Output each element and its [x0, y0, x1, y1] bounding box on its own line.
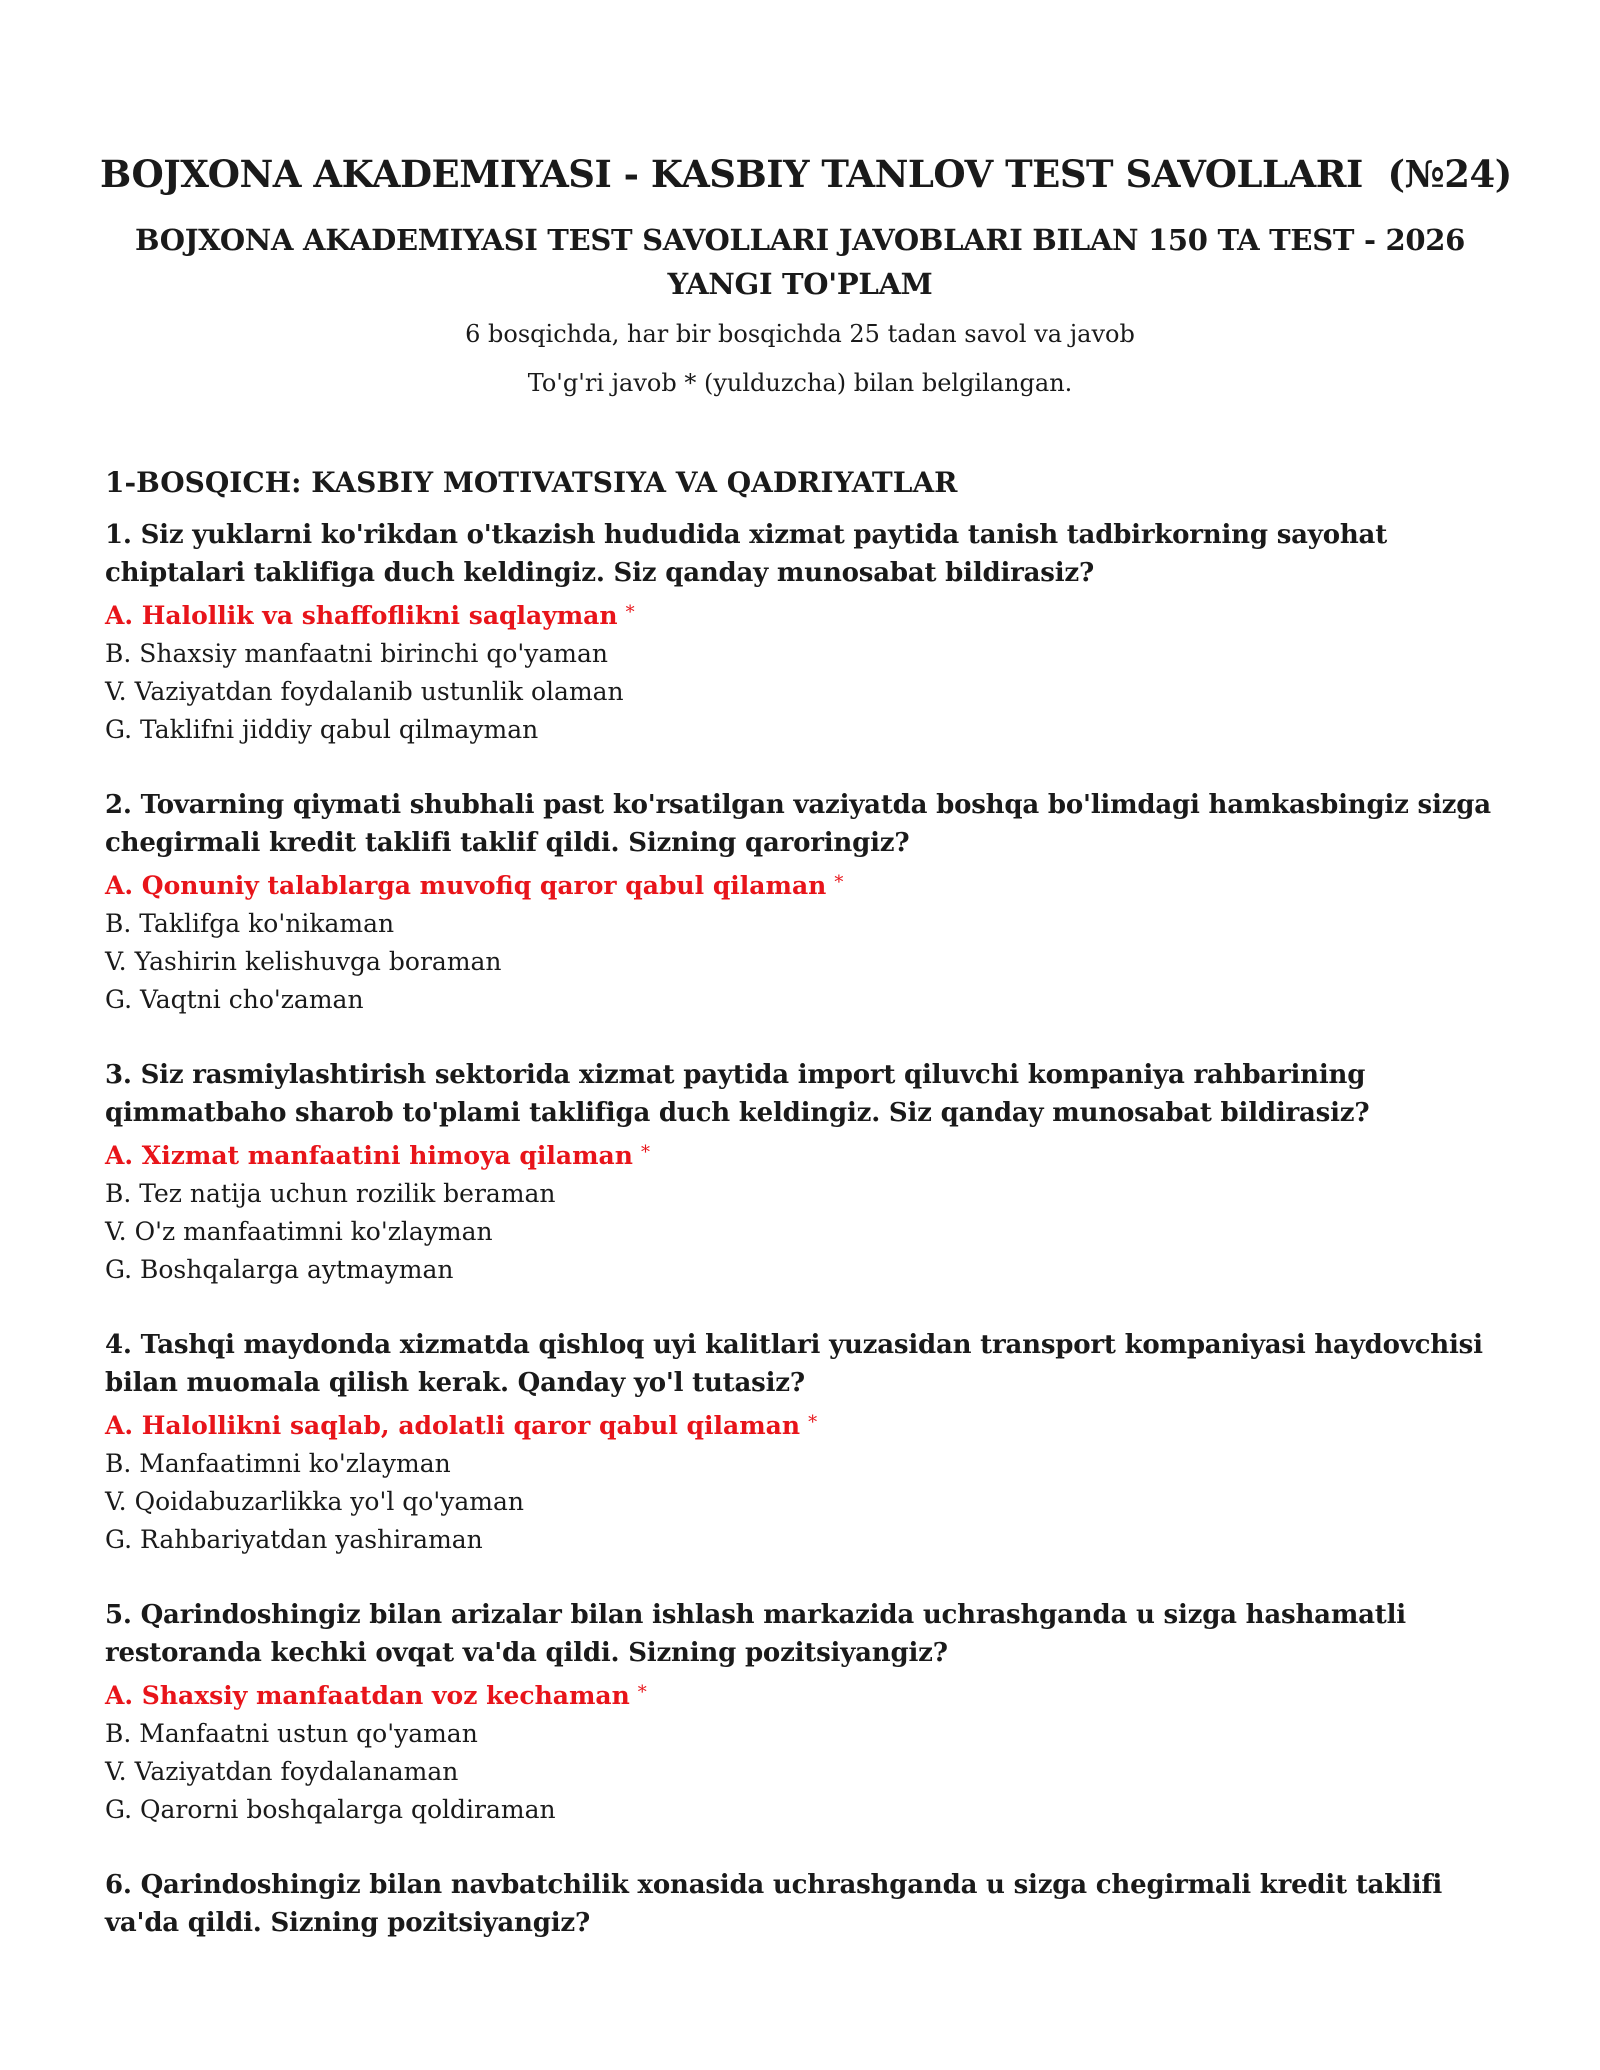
section-heading: 1-BOSQICH: KASBIY MOTIVATSIYA VA QADRIYATLAR — [105, 466, 958, 499]
question-text: 2. Tovarning qiymati shubhali past ko'rsatilgan vaziyatda boshqa bo'limdagi hamkasbingiz sizga chegirmali kredit taklifi taklif qildi. Sizning qaroringiz? — [105, 790, 1491, 858]
answer-option: V. O'z manfaatimni ko'zlayman — [105, 1217, 493, 1246]
answer-option: B. Taklifga ko'nikaman — [105, 909, 395, 938]
correct-star-icon: * — [640, 1142, 650, 1163]
document-subtitle: BOJXONA AKADEMIYASI TEST SAVOLLARI JAVOBLARI BILAN 150 TA TEST - 2026 YANGI TO'PLAM — [135, 223, 1465, 301]
answer-option-correct — [105, 1404, 1505, 1445]
question-block — [105, 1326, 1505, 1559]
answer-option-correct — [105, 1134, 1505, 1175]
question-text: 5. Qarindoshingiz bilan arizalar bilan ishlash markazida uchrashganda u sizga hashamatli restoranda kechki ovqat va'da qildi. Sizning pozitsiyangiz? — [105, 1600, 1406, 1668]
answer-option: B. Tez natija uchun rozilik beraman — [105, 1179, 556, 1208]
answer-option-correct — [105, 864, 1505, 905]
question-text: 6. Qarindoshingiz bilan navbatchilik xonasida uchrashganda u sizga chegirmali kredit taklifi va'da qildi. Sizning pozitsiyangiz? — [105, 1870, 1443, 1938]
correct-star-icon: * — [625, 602, 635, 623]
intro-line-marker-note: To'g'ri javob * (yulduzcha) bilan belgilangan. — [527, 369, 1073, 397]
question-block — [105, 786, 1505, 1019]
option-label: A. Halollikni saqlab, adolatli qaror qabul qilaman — [105, 1411, 801, 1440]
question-block — [105, 1596, 1505, 1829]
answer-option: B. Manfaatimni ko'zlayman — [105, 1449, 451, 1478]
correct-star-icon: * — [834, 872, 844, 893]
intro-line-stages: 6 bosqichda, har bir bosqichda 25 tadan savol va javob — [465, 320, 1135, 348]
answer-option: G. Vaqtni cho'zaman — [105, 985, 364, 1014]
question-block — [105, 516, 1505, 749]
question-block — [105, 1056, 1505, 1289]
answer-option: G. Qarorni boshqalarga qoldiraman — [105, 1795, 556, 1824]
question-block — [105, 1866, 1505, 1944]
correct-star-icon: * — [637, 1682, 647, 1703]
answer-option: V. Yashirin kelishuvga boraman — [105, 947, 502, 976]
answer-option: V. Vaziyatdan foydalanaman — [105, 1757, 459, 1786]
answer-option: G. Boshqalarga aytmayman — [105, 1255, 454, 1284]
question-text: 3. Siz rasmiylashtirish sektorida xizmat paytida import qiluvchi kompaniya rahbarining qimmatbaho sharob to'plami taklifiga duch keldingiz. Siz qanday munosabat bildirasiz? — [105, 1060, 1370, 1128]
answer-option: V. Vaziyatdan foydalanib ustunlik olaman — [105, 677, 624, 706]
answer-option: V. Qoidabuzarlikka yo'l qo'yaman — [105, 1487, 524, 1516]
option-label: A. Xizmat manfaatini himoya qilaman — [105, 1141, 633, 1170]
answer-option: G. Rahbariyatdan yashiraman — [105, 1525, 483, 1554]
correct-star-icon: * — [808, 1412, 818, 1433]
option-label: A. Qonuniy talablarga muvofiq qaror qabul qilaman — [105, 871, 827, 900]
option-label: A. Shaxsiy manfaatdan voz kechaman — [105, 1681, 630, 1710]
answer-option: G. Taklifni jiddiy qabul qilmayman — [105, 715, 539, 744]
option-label: A. Halollik va shaffoflikni saqlayman — [105, 601, 618, 630]
question-text: 1. Siz yuklarni ko'rikdan o'tkazish hududida xizmat paytida tanish tadbirkorning sayohat chiptalari taklifiga duch keldingiz. Siz qanday munosabat bildirasiz? — [105, 520, 1388, 588]
answer-option-correct — [105, 594, 1505, 635]
question-text: 4. Tashqi maydonda xizmatda qishloq uyi kalitlari yuzasidan transport kompaniyasi haydovchisi bilan muomala qilish kerak. Qanday yo'l tutasiz? — [105, 1330, 1483, 1398]
answer-option: B. Manfaatni ustun qo'yaman — [105, 1719, 478, 1748]
answer-option: B. Shaxsiy manfaatni birinchi qo'yaman — [105, 639, 609, 668]
document-title: BOJXONA AKADEMIYASI - KASBIY TANLOV TEST SAVOLLARI (№24) — [100, 152, 1512, 196]
answer-option-correct — [105, 1674, 1505, 1715]
